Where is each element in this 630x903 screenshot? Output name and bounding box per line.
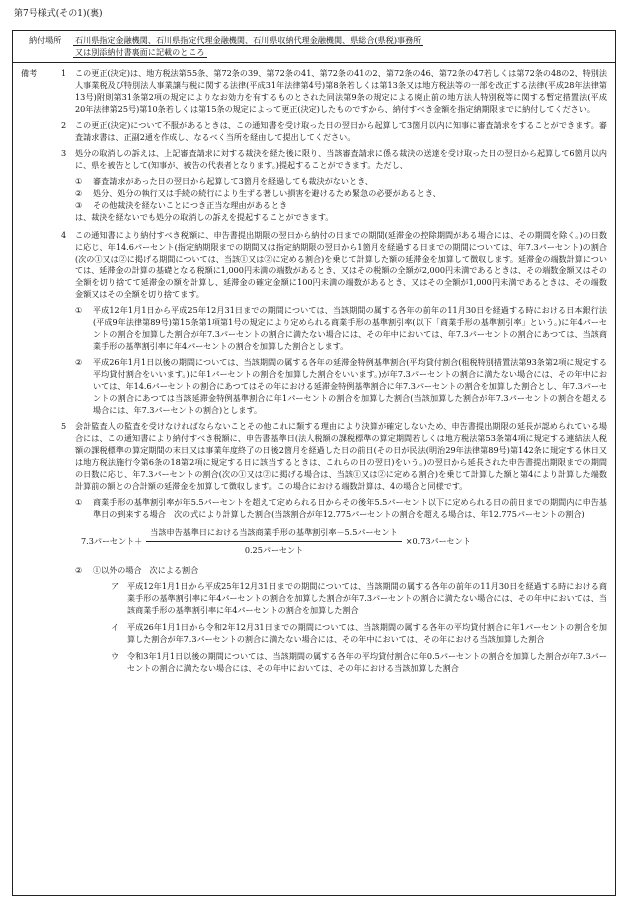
condition-text: 処分、処分の執行又は手続の続行により生ずる著しい損害を避けるため緊急の必要があるとき、 [93,187,441,198]
sub-mark: ① [75,496,83,507]
payment-place-label: 納付場所 [29,35,62,45]
note-1 [61,68,607,116]
condition-mark: ① [75,175,83,186]
notes-label: 備考 [21,67,38,78]
condition-mark: ② [75,187,83,198]
form-id: 第7号様式(その1)(裏) [14,9,103,19]
rate-formula [81,527,607,557]
note-text: この更正(決定)は、地方税法第55条、第72条の39、第72条の41、第72条の41の2、第72条の46、第72条の47若しくは第72条の48の2、特別法人事業税及び特別法人事業譲与税に関する法律(平成31年法律第4号)第8条若しくは第13条又は地方税法等の一部を改正する法律(平成28年法律第13号)附則第31条第2項の規定によりなお効力を有するものとされた同法第9条の規定による廃止前の地方法人特別税等に関する暫定措置法(平成20年法律第25号)第10条若しくは第15条の規定によって更正(決定)したものですから、納付すべき金額を指定納期限までに納付してください。 [75,67,607,114]
notice-frame [12,30,616,896]
note-number: 1 [61,67,67,78]
note-text: 会計監査人の監査を受けなければならないことその他これに類する理由により決算が確定しないため、申告書提出期限の延長が認められている場合には、この通知書により納付すべき税額に、申告書基準日(法人税額の課税標準の算定期間若しくは地方税法第53条第4項に規定する連結法人税額の課税標準の算定期間の末日又は事業年度終了の日後2箇月を経過した日の前日(その日が民法(明治29年法律第89号)第142条に規定する休日又は地方税法施行令第6条の18第2項に規定する日に該当するときは、これらの日の翌日)をいう。)の翌日から延長された申告書提出期限までの期間の日数に応じ、年7.3パーセントの割合(次の①又は②に掲げる場合は、当該①又は②に定める割合)を乗じて計算した額と第4により計算した端数計算前の額との合計額の延滞金を加算して徴収します。この場合における端数計算は、4の場合と同様です。 [75,421,607,491]
formula-tail: ×0.73パーセント [405,535,471,546]
divider [13,62,615,63]
formula-denominator: 0.25パーセント [244,544,304,555]
note-5-kana-u [111,651,607,675]
sub-text: 平成12年1月1日から平成25年12月31日までの期間については、当該期間の属する各年の前年の11月30日を経過する時における日本銀行法(平成9年法律第89号)第15条第1項第1号の規定により定められる商業手形の基準割引率(以下「商業手形の基準割引率」という。)に年4パーセントの割合を加算した割合が年7.3パーセントの割合に満たない場合には、その年中においては、年7.3パーセントの割合にあつては、当該商業手形の基準割引率に年4パーセントの割合を加算した割合とします。 [93,305,607,352]
note-3-tail: は、裁決を経ないでも処分の取消しの訴えを提起することができます。 [75,211,334,222]
condition-2 [75,188,607,200]
note-number: 3 [61,147,67,158]
note-4-sub-2 [75,357,607,417]
note-text: 処分の取消しの訴えは、上記審査請求に対する裁決を経た後に限り、当該審査請求に係る裁決の送達を受け取った日の翌日から起算して6箇月以内に、県を被告として(知事が、被告の代表者となります。)提起することができます。ただし、 [75,147,607,170]
notes-section [21,68,607,680]
condition-3 [75,200,607,212]
note-5-kana-i [111,622,607,646]
note-5-sub-2 [75,565,607,577]
note-4 [61,230,607,302]
payment-place-line2: 又は別添納付書裏面に記載のところ [75,46,205,57]
payment-place-line1: 石川県指定金融機関、石川県指定代理金融機関、石川県収納代理金融機関、県総合(県税)事務所 [75,35,422,45]
kana-mark: ア [111,580,120,591]
kana-mark: イ [111,621,120,632]
formula-lead: 7.3パーセント＋ [81,535,143,546]
note-5 [61,421,607,493]
notes-body [61,68,607,680]
note-number: 4 [61,229,67,240]
sub-text: 平成26年1月1日以後の期間については、当該期間の属する各年の延滞金特例基準割合(平均貸付割合(租税特別措置法第93条第2項に規定する平均貸付割合をいいます。)に年1パーセントの割合を加算した割合をいいます。)が年7.3パーセントの割合に満たない場合には、その年中においては、年14.6パーセントの割合にあつてはその年における延滞金特例基準割合に年7.3パーセントの割合を加算した割合とし、年7.3パーセントの割合にあつては当該延滞金特例基準割合に年1パーセントの割合を加算した割合(当該加算した割合が年7.3パーセントの割合を超える場合には、年7.3パーセントの割合)とします。 [93,357,607,416]
formula-fraction [146,527,401,557]
formula-numerator: 当該申告基準日における当該商業手形の基準割引率－5.5パーセント [146,527,401,542]
kana-text: 平成26年1月1日から令和2年12月31日までの期間については、当該期間の属する各年の平均貸付割合に年1パーセントの割合を加算した割合が年7.3パーセントの割合に満たない場合には、その年中においては、その年における当該加算した割合 [127,621,607,644]
kana-text: 令和3年1月1日以後の期間については、当該期間の属する各年の平均貸付割合に年0.5パーセントの割合を加算した割合が年7.3パーセントの割合に満たない場合には、その年中においては、その年における当該加算した割合 [127,650,607,673]
condition-1 [75,176,607,188]
kana-mark: ウ [111,650,120,661]
note-3 [61,148,607,172]
kana-text: 平成12年1月1日から平成25年12月31日までの期間については、当該期間の属する各年の前年の11月30日を経過する時における商業手形の基準割引率に年4パーセントの割合を加算した割合が年7.3パーセントの割合に満たない場合には、その年中においては、当該商業手形の基準割引率に年4パーセントの割合を加算した割合 [127,580,607,615]
note-text: この更正(決定)について不服があるときは、この通知書を受け取った日の翌日から起算して3箇月以内に知事に審査請求をすることができます。審査請求書は、正副2通を作成し、なるべく当所を経由して提出してください。 [75,119,607,142]
sub-mark: ② [75,564,83,575]
sub-text: 商業手形の基準割引率が年5.5パーセントを超えて定められる日からその後年5.5パーセント以下に定められる日の前日までの期間内に申告基準日の到来する場合 次の式により計算した割合(当該割合が年12.775パーセントの割合を超える場合は、年12.775パーセントの割合) [93,496,607,519]
sub-mark: ② [75,357,83,368]
note-5-kana-a [111,581,607,617]
note-number: 2 [61,119,67,130]
note-text: この通知書により納付すべき税額に、申告書提出期限の翌日から納付の日までの期間(延滞金の控除期間がある場合には、その期間を除く。)の日数に応じ、年14.6パーセント(指定納期限までの期間又は指定納期限の翌日から1箇月を経過する日までの期間については、年7.3パーセント)の割合(次の①又は②に掲げる期間については、当該①又は②に定める割合)を乗じて計算した額の延滞金を加算して徴収します。延滞金の端数計算については、延滞金の計算の基礎となる税額に1,000円未満の端数があるとき、又はその税額の全額が2,000円未満であるときは、その端数金額又はその全額を切り捨てて延滞金の額を計算し、延滞金の確定金額に100円未満の端数があるとき、又はその全額が1,000円未満であるときは、その端数金額又はその全額を切り捨てます。 [75,229,607,300]
condition-text: その他裁決を経ないことにつき正当な理由があるとき [93,199,288,210]
note-2 [61,120,607,144]
condition-text: 審査請求があった日の翌日から起算して3箇月を経過しても裁決がないとき、 [93,175,373,186]
note-5-sub-1 [75,497,607,521]
sub-mark: ① [75,305,83,316]
note-number: 5 [61,421,67,432]
sub-text: ①以外の場合 次による割合 [93,564,199,575]
note-4-sub-1 [75,305,607,353]
payment-place-row [29,35,607,59]
payment-place-value [73,35,423,59]
condition-mark: ③ [75,199,83,210]
